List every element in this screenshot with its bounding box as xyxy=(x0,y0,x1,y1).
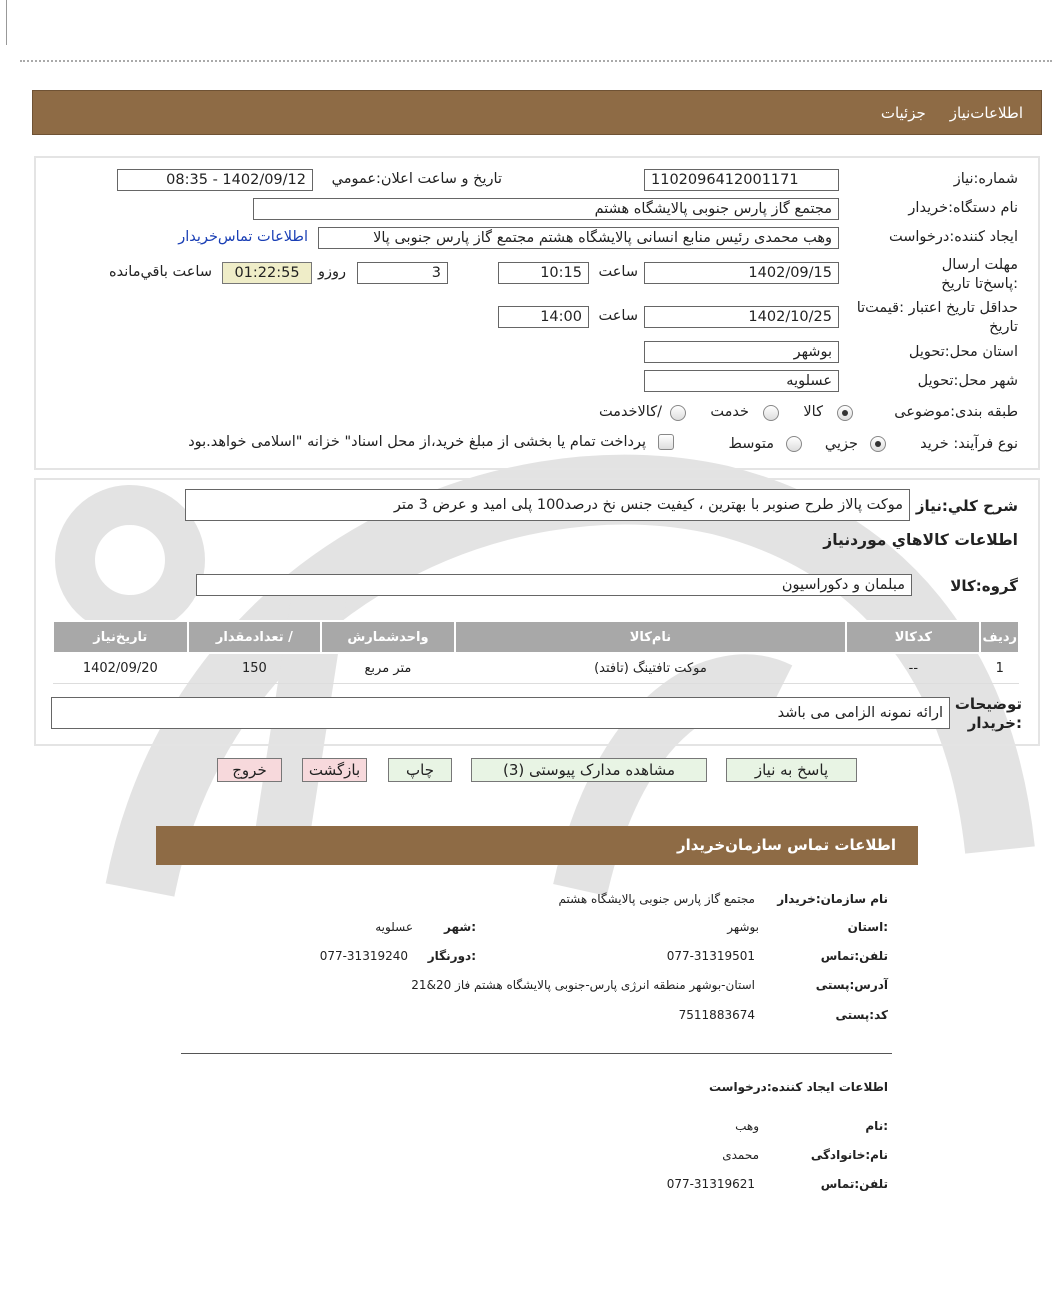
dotted-separator xyxy=(20,60,1052,62)
left-edge-line xyxy=(6,0,7,45)
need-number-field: 1102096412001171 xyxy=(644,169,839,191)
address-value: استان-بوشهر منطقه انرژی پارس-جنوبی پالایشگاه هشتم فاز 20&21 xyxy=(411,978,755,992)
print-button[interactable]: چاپ xyxy=(388,758,452,782)
announce-label: تاريخ و ساعت اعلان:عمومي xyxy=(331,171,502,187)
col-unit: واحدشمارش xyxy=(321,621,455,653)
creator-field: وهب محمدی رئیس منابع انسانی پالایشگاه هشتم مجتمع گاز پارس جنوبی پالا xyxy=(318,227,839,249)
last-name-label: نام:خانوادگی xyxy=(810,1148,888,1162)
deadline-time-label: ساعت xyxy=(598,264,638,280)
phone-value: 077-31319501 xyxy=(666,949,755,963)
days-field: 3 xyxy=(357,262,448,284)
contact-header: اطلاعات تماس سازمان‌خريدار xyxy=(156,826,918,865)
group-label: گروه:کالا xyxy=(950,577,1018,595)
requester-phone-value: 077-31319621 xyxy=(666,1177,755,1191)
exit-button[interactable]: خروج xyxy=(217,758,282,782)
deadline-time-field: 10:15 xyxy=(498,262,589,284)
back-button[interactable]: بازگشت xyxy=(302,758,367,782)
fax-label: :دورنگار xyxy=(427,949,476,963)
deadline-date-field: 1402/09/15 xyxy=(644,262,839,284)
goods-info-title: اطلاعات کالاهاي موردنياز xyxy=(823,531,1018,549)
last-name-value: محمدی xyxy=(722,1148,759,1162)
buyer-org-field: مجتمع گاز پارس جنوبی پالایشگاه هشتم xyxy=(253,198,839,220)
cell-date: 1402/09/20 xyxy=(53,653,188,683)
treasury-payment-note: پرداخت تمام يا بخشی از مبلغ خريد،از محل اسناد" خزانه "اسلامی خواهد.بود xyxy=(188,434,646,450)
table-row xyxy=(53,653,1019,683)
category-goods-label: کالا xyxy=(803,404,823,420)
contact-divider xyxy=(181,1053,892,1054)
category-goods-service-radio[interactable] xyxy=(670,405,686,421)
validity-time-label: ساعت xyxy=(598,308,638,324)
validity-label: حداقل تاريخ اعتبار :قيمت‌تا تاريخ xyxy=(856,300,1018,335)
contact-city-value: عسلویه xyxy=(375,920,413,934)
cell-quantity: 150 xyxy=(188,653,322,683)
process-label: نوع فرآيند: خريد xyxy=(920,436,1018,452)
col-quantity: / تعدادمقدار xyxy=(188,621,322,653)
process-medium-label: متوسط xyxy=(728,436,774,452)
phone-label: تلفن:تماس xyxy=(820,949,888,963)
requester-title: اطلاعات ایجاد کننده:درخواست xyxy=(708,1080,888,1094)
summary-label: شرح کلي:نياز xyxy=(915,497,1018,515)
validity-time-field: 14:00 xyxy=(498,306,589,328)
category-label: طبقه بندی:موضوعی xyxy=(894,404,1018,420)
reply-button[interactable]: پاسخ به نياز xyxy=(726,758,857,782)
goods-table xyxy=(52,620,1020,684)
province-field: بوشهر xyxy=(644,341,839,363)
first-name-value: وهب xyxy=(735,1119,759,1133)
remaining-label: ساعت باقي‌مانده xyxy=(109,264,212,280)
col-date: تاريخ‌نياز xyxy=(53,621,188,653)
city-field: عسلويه xyxy=(644,370,839,392)
category-goods-radio[interactable] xyxy=(837,405,853,421)
contact-province-label: :استان xyxy=(847,920,888,934)
buyer-contact-link[interactable]: اطلاعات تماس‌خريدار xyxy=(178,229,308,245)
buyer-notes-field: ارائه نمونه الزامی می باشد xyxy=(51,697,950,729)
cell-code: -- xyxy=(846,653,980,683)
cell-row: 1 xyxy=(980,653,1019,683)
contact-city-label: :شهر xyxy=(444,920,476,934)
category-goods-service-label: /کالاخدمت xyxy=(598,404,662,420)
buyer-notes-label: توضيحات :خريدار xyxy=(954,695,1022,732)
org-value: مجتمع گاز پارس جنوبی پالایشگاه هشتم xyxy=(558,892,755,906)
contact-province-value: بوشهر xyxy=(727,920,759,934)
first-name-label: :نام xyxy=(865,1119,888,1133)
process-partial-label: جزيي xyxy=(824,436,858,452)
process-medium-radio[interactable] xyxy=(786,436,802,452)
summary-field: موکت پالاز طرح صنوبر با بهترین ، کیفیت جنس نخ درصد100 پلی امید و عرض 3 متر xyxy=(185,489,910,521)
need-number-label: شماره:نیاز xyxy=(953,171,1018,187)
org-label: نام سازمان:خریدار xyxy=(777,892,888,906)
creator-label: ايجاد کننده:درخواست xyxy=(889,229,1018,245)
col-name: نام‌کالا xyxy=(455,621,846,653)
city-label: شهر محل:تحويل xyxy=(917,373,1018,389)
tab-info[interactable]: اطلاعات‌نياز xyxy=(949,103,1023,122)
announce-field: 1402/09/12 - 08:35 xyxy=(117,169,313,191)
treasury-payment-checkbox[interactable] xyxy=(658,434,674,450)
requester-phone-label: تلفن:تماس xyxy=(820,1177,888,1191)
category-service-radio[interactable] xyxy=(763,405,779,421)
tab-details[interactable]: جزئيات xyxy=(880,103,926,122)
postal-label: کد:پستی xyxy=(835,1008,888,1022)
header-bar xyxy=(32,90,1042,135)
cell-unit: متر مربع xyxy=(321,653,455,683)
table-header-row xyxy=(53,621,1019,653)
col-row: رديف xyxy=(980,621,1019,653)
province-label: استان محل:تحويل xyxy=(908,344,1018,360)
postal-value: 7511883674 xyxy=(678,1008,755,1022)
remaining-timer: 01:22:55 xyxy=(222,262,312,284)
address-label: آدرس:پستی xyxy=(815,978,888,992)
cell-name: موکت تافتینگ (تافتد) xyxy=(455,653,846,683)
process-partial-radio[interactable] xyxy=(870,436,886,452)
group-field: مبلمان و دکوراسیون xyxy=(196,574,912,596)
category-service-label: خدمت xyxy=(710,404,749,420)
fax-value: 077-31319240 xyxy=(319,949,408,963)
attachments-button[interactable]: مشاهده مدارک پيوستی (3) xyxy=(471,758,707,782)
validity-date-field: 1402/10/25 xyxy=(644,306,839,328)
deadline-label: مهلت ارسال :پاسخ‌تا تاريخ xyxy=(941,257,1018,292)
days-label: روزو xyxy=(317,264,346,280)
col-code: کدکالا xyxy=(846,621,980,653)
buyer-org-label: نام دستگاه:خريدار xyxy=(908,200,1018,216)
